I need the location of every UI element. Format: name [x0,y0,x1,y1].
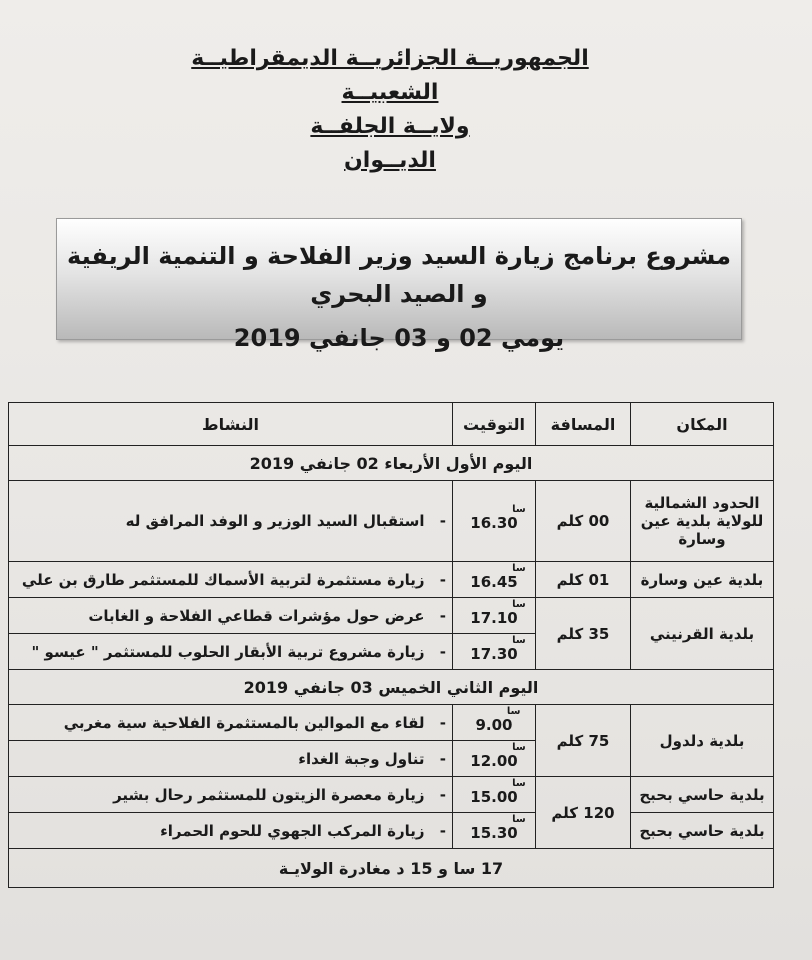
hour-mark: سا [512,741,526,753]
day-1-row [9,446,774,481]
activity-text: زيارة مشروع تربية الأبقار الحلوب للمستثمر " عيسو " [31,642,425,661]
table-row [9,481,774,562]
bullet-dash: - [439,821,446,840]
row-time [453,634,536,670]
header-office: الديــوان [344,148,436,173]
time-value: 16.30 [470,514,518,532]
table-row [9,598,774,634]
hour-mark: سا [512,634,526,646]
table-header-row [9,403,774,446]
hour-mark: سا [512,504,526,515]
bullet-dash: - [439,606,446,625]
row-activity [9,705,453,741]
hour-mark: سا [512,777,526,789]
activity-text: استقبال السيد الوزير و الوفد المرافق له [125,512,425,530]
schedule-table [8,402,774,888]
table-row [9,777,774,813]
time-value: 16.45 [470,572,518,591]
activity-text: زيارة المركب الجهوي للحوم الحمراء [160,821,425,840]
row-place: الحدود الشمالية للولاية بلدية عين وسارة [631,481,774,562]
table-row [9,813,774,849]
row-activity [9,562,453,598]
day-2-label: اليوم الثاني الخميس 03 جانفي 2019 [9,670,774,705]
time-value: 17.10 [470,608,518,627]
row-time [453,481,536,562]
time-value: 15.00 [470,787,518,806]
activity-text: لقاء مع الموالين بالمستثمرة الفلاحية سية مغربي [63,713,425,732]
hour-mark: سا [512,598,526,610]
row-time [453,705,536,741]
hour-mark: سا [512,813,526,825]
header-republic: الجمهوريــة الجزائريــة الديمقراطيــة الشعبيــة [191,46,589,105]
header-province: ولايــة الجلفــة [310,114,470,139]
header-time: التوقيت [453,403,536,446]
time-value: 12.00 [470,751,518,770]
row-time [453,813,536,849]
bullet-dash: - [439,570,446,589]
departure-label: 17 سا و 15 د مغادرة الولايـة [9,849,774,888]
row-activity [9,481,453,562]
row-activity [9,634,453,670]
row-distance: 75 كلم [536,705,631,777]
row-time [453,741,536,777]
row-time [453,598,536,634]
departure-row [9,849,774,888]
bullet-dash: - [439,785,446,804]
row-place: بلدية عين وسارة [631,562,774,598]
bullet-dash: - [439,749,446,768]
hour-mark: سا [512,562,526,574]
row-activity [9,813,453,849]
row-place: بلدية دلدول [631,705,774,777]
time-value: 15.30 [470,823,518,842]
day-2-row [9,670,774,705]
header-activity: النشاط [9,403,453,446]
header-place: المكان [631,403,774,446]
row-place: بلدية حاسي بحبح [631,813,774,849]
row-place: بلدية حاسي بحبح [631,777,774,813]
day-1-label: اليوم الأول الأربعاء 02 جانفي 2019 [9,446,774,481]
table-row [9,562,774,598]
activity-text: عرض حول مؤشرات قطاعي الفلاحة و الغابات [88,606,425,625]
row-place: بلدية القرنيني [631,598,774,670]
bullet-dash: - [439,713,446,732]
bullet-dash: - [439,512,446,530]
header-distance: المسافة [536,403,631,446]
row-time [453,777,536,813]
row-distance: 35 كلم [536,598,631,670]
row-distance: 00 كلم [536,481,631,562]
activity-text: زيارة معصرة الزيتون للمستثمر رحال بشير [113,785,425,804]
row-distance: 01 كلم [536,562,631,598]
table-row [9,705,774,741]
activity-text: زيارة مستثمرة لتربية الأسماك للمستثمر طارق بن علي [21,570,425,589]
time-value: 9.00 [475,715,513,734]
document-header [150,42,630,178]
row-time [453,562,536,598]
title-box [56,218,742,352]
title-line-1: مشروع برنامج زيارة السيد وزير الفلاحة و التنمية الريفية و الصيد البحري [67,242,731,308]
activity-text: تناول وجبة الغداء [298,749,425,768]
row-activity [9,741,453,777]
time-value: 17.30 [470,644,518,663]
row-activity [9,598,453,634]
row-distance: 120 كلم [536,777,631,849]
row-activity [9,777,453,813]
hour-mark: سا [506,705,521,717]
title-line-2: يومي 02 و 03 جانفي 2019 [233,324,565,352]
bullet-dash: - [439,642,446,661]
